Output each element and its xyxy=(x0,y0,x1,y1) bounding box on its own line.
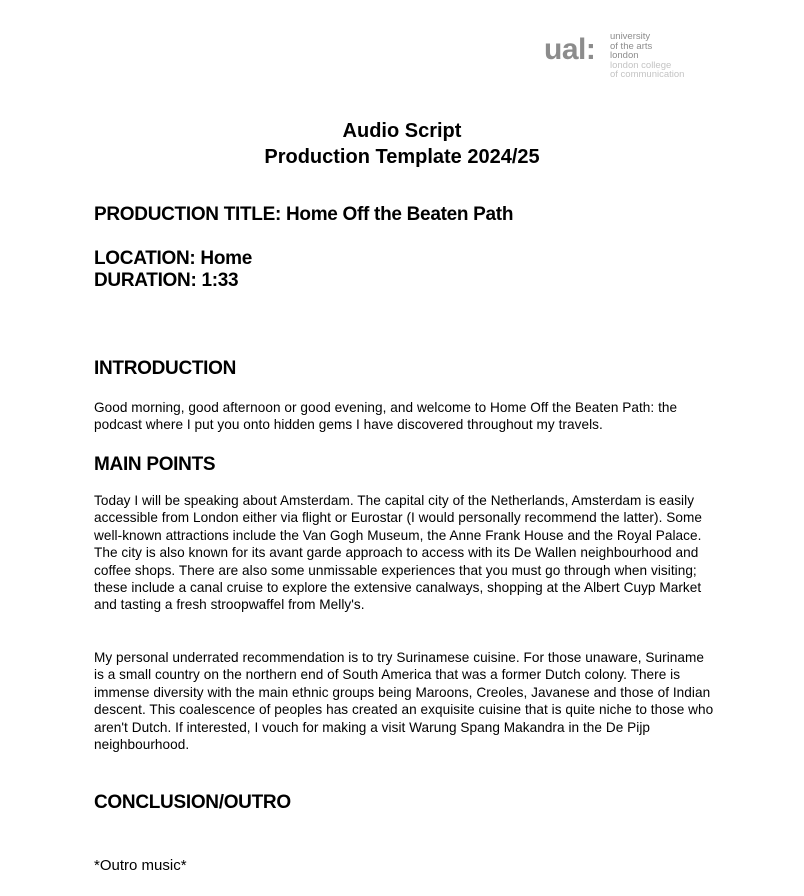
location: LOCATION: Home xyxy=(94,248,252,269)
title-line-2: Production Template 2024/25 xyxy=(264,146,540,168)
production-title: PRODUCTION TITLE: Home Off the Beaten Path xyxy=(94,204,514,225)
logo-line: of communication xyxy=(610,69,685,80)
introduction-heading: INTRODUCTION xyxy=(94,358,237,379)
main-points-heading: MAIN POINTS xyxy=(94,454,216,475)
logo-text xyxy=(610,32,684,80)
outro-cue: *Outro music* xyxy=(94,857,187,874)
ual-logo xyxy=(544,32,704,84)
main-points-paragraph-1: Today I will be speaking about Amsterdam. The capital city of the Netherlands, Amsterdam is easily accessible from London either via flight or Eurostar (I would personally recommend the latter). Some well-known attractions include the Van Gogh Museum, the Anne Frank House and the Royal Palace. The city is also known for its avant garde approach to access with its De Wallen neighbourhood and coffee shops. There are also some unmissable experiences that you must go through when visiting; these include a canal cruise to explore the extensive canalways, shopping at the Albert Cuyp Market and tasting a fresh stroopwaffel from Melly's. xyxy=(94,493,702,613)
logo-line: of the arts xyxy=(610,40,653,52)
logo-mark: ual: xyxy=(544,33,596,66)
introduction-text: Good morning, good afternoon or good evening, and welcome to Home Off the Beaten Path: the podcast where I put you onto hidden gems I have discovered throughout my travels. xyxy=(94,400,678,433)
logo-line: london college xyxy=(610,59,672,71)
logo-line: london xyxy=(610,50,639,61)
logo-line: university xyxy=(610,31,651,42)
title-line-1: Audio Script xyxy=(342,120,462,142)
conclusion-heading: CONCLUSION/OUTRO xyxy=(94,792,291,813)
duration: DURATION: 1:33 xyxy=(94,270,239,291)
main-points-paragraph-2: My personal underrated recommendation is to try Surinamese cuisine. For those unaware, Suriname is a small country on the northern end of South America that was a former Dutch colony. There is immense diversity with the main ethnic groups being Maroons, Creoles, Javanese and those of Indian descent. This coalescence of peoples has created an exquisite cuisine that is quite niche to those who aren't Dutch. If interested, I vouch for making a visit Warung Spang Makandra in the De Pijp neighbourhood. xyxy=(94,650,714,753)
document-title xyxy=(0,118,804,170)
